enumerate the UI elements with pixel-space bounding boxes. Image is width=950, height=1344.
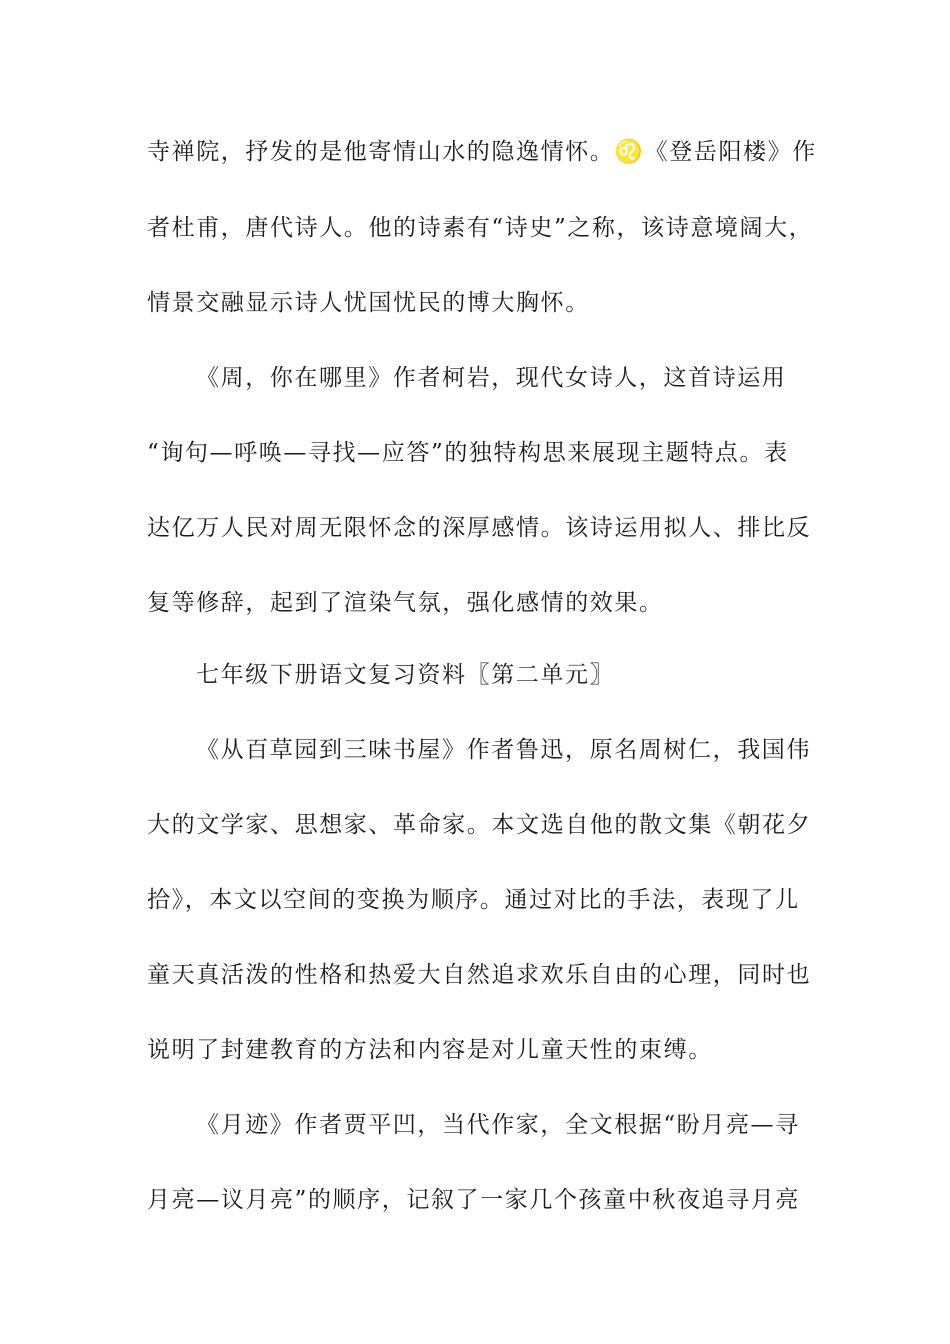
text-line: 月亮—议月亮”的顺序，记叙了一家几个孩童中秋夜追寻月亮 (147, 1187, 800, 1213)
text-line: 拾》，本文以空间的变换为顺序。通过对比的手法，表现了儿 (147, 887, 800, 913)
text-line: 复等修辞，起到了渲染气氛，强化感情的效果。 (147, 590, 664, 616)
text-line: “询句—呼唤—寻找—应答”的独特构思来展现主题特点。表 (147, 440, 789, 466)
text-line: 情景交融显示诗人忧国忧民的博大胸怀。 (147, 290, 590, 316)
section-heading: 七年级下册语文复习资料〖第二单元〗 (196, 662, 615, 688)
text-line: 达亿万人民对周无限怀念的深厚感情。该诗运用拟人、排比反 (147, 515, 812, 541)
text-line: 大的文学家、思想家、革命家。本文选自他的散文集《朝花夕 (147, 812, 812, 838)
text-line: 者杜甫，唐代诗人。他的诗素有“诗史”之称，该诗意境阔大， (147, 215, 814, 241)
paragraph-start-line: 《从百草园到三味书屋》作者鲁迅，原名周树仁，我国伟 (196, 737, 811, 763)
text-line: 说明了封建教育的方法和内容是对儿童天性的束缚。 (147, 1037, 713, 1063)
paragraph-start-line: 《月迹》作者贾平凹，当代作家，全文根据“盼月亮—寻 (196, 1112, 800, 1138)
paragraph-start-line: 《周，你在哪里》作者柯岩，现代女诗人，这首诗运用 (196, 365, 787, 391)
text-line: 童天真活泼的性格和热爱大自然追求欢乐自由的心理，同时也 (147, 962, 812, 988)
text-line: 寺禅院，抒发的是他寄情山水的隐逸情怀。♌《登岳阳楼》作 (147, 139, 817, 165)
